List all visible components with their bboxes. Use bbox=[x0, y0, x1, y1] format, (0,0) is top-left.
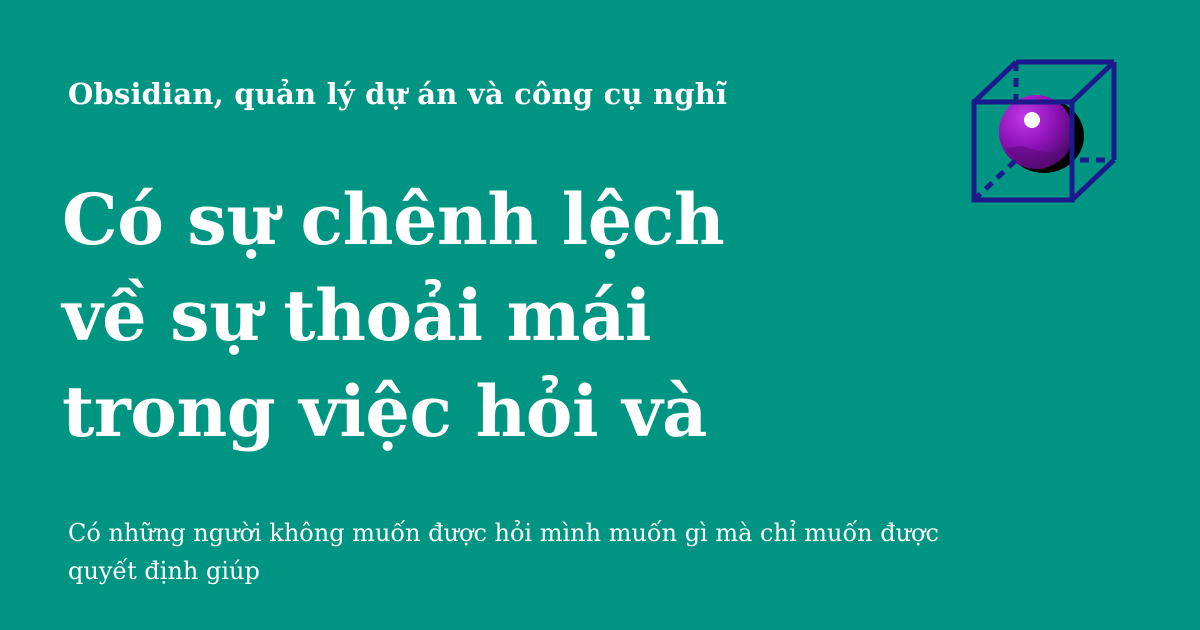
cube-top-right-connector bbox=[1072, 62, 1114, 102]
cube-top-left-connector bbox=[974, 62, 1016, 102]
series-title: Obsidian, quản lý dự án và công cụ nghĩ bbox=[68, 77, 728, 111]
cube-bottom-right-connector bbox=[1072, 160, 1114, 200]
headline bbox=[62, 172, 922, 460]
cube-bottom-left-connector-hidden bbox=[974, 160, 1016, 200]
headline-line-1: Có sự chênh lệch bbox=[62, 178, 725, 261]
headline-line-2: về sự thoải mái bbox=[62, 274, 652, 357]
description: Có những người không muốn được hỏi mình muốn gì mà chỉ muốn được quyết định giúp bbox=[68, 519, 939, 585]
cube-with-sphere-icon bbox=[962, 52, 1132, 212]
sphere-highlight bbox=[1024, 112, 1040, 128]
headline-line-3: trong việc hỏi và bbox=[62, 370, 707, 453]
